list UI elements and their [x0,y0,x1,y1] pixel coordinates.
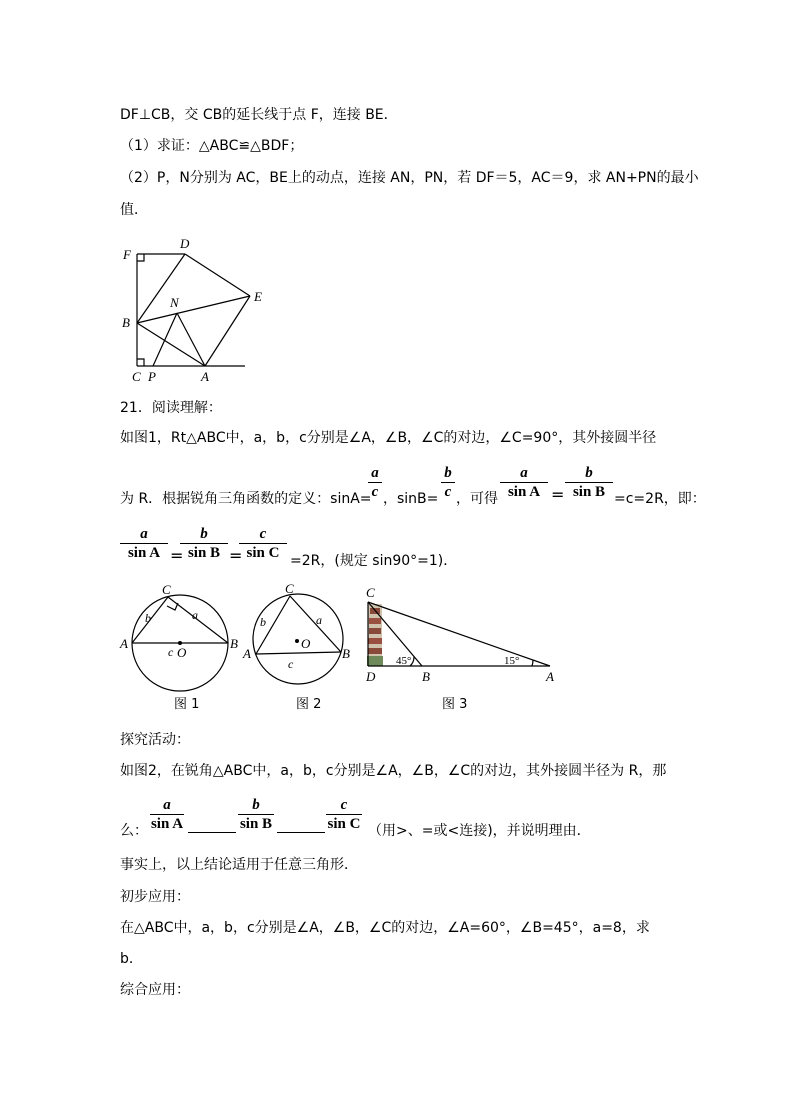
fig3-label-B: B [422,669,430,684]
apply-line-2: b． [120,951,143,967]
equals-sign-3: = [229,546,243,565]
equals-sign-2: = [170,546,184,565]
fig1-label-a: a [192,608,198,622]
problem-21-title: 21．阅读理解： [120,400,222,416]
geometry-figure-top [115,232,275,387]
blank-1[interactable] [188,820,236,833]
figure-2-caption: 图 2 [296,697,322,712]
fig3-label-A: A [546,669,554,684]
explore-line-2-post: （用>、=或<连接)，并说明理由． [368,823,591,839]
blank-2[interactable] [277,820,325,833]
fig3-label-C: C [366,585,375,600]
explore-line-1: 如图2，在锐角△ABC中，a，b，c分别是∠A，∠B，∠C的对边，其外接圆半径为 R，那 [120,763,667,779]
fig2-label-A: A [243,646,251,661]
fig2-label-B: B [342,646,350,661]
fig2-label-a: a [316,613,322,627]
question-2-line-b: 值． [120,202,148,218]
fig3-angle-15: 15° [504,655,520,667]
label-E: E [254,289,262,304]
problem-21-line-2-mid2: ，可得 [456,491,498,507]
label-N: N [170,295,179,310]
fact-line: 事实上，以上结论适用于任意三角形． [120,857,358,873]
fig1-label-O: O [177,645,187,660]
label-C: C [132,369,141,384]
problem-21-line-2-mid1: ，sinB= [383,491,439,507]
fig2-label-c: c [288,657,294,671]
apply-title: 初步应用： [120,889,190,905]
comprehensive-title: 综合应用： [120,982,190,998]
fig2-label-C: C [285,582,294,596]
fig1-label-B: B [230,636,238,651]
figure-1-caption: 图 1 [174,697,200,712]
fraction-b-over-sinB-2: b sin B [180,526,228,561]
fig1-label-b: b [145,611,151,625]
apply-line-1: 在△ABC中，a，b，c分别是∠A，∠B，∠C的对边，∠A=60°，∠B=45°，a=8，求 [120,920,650,936]
explore-fraction-c-over-sinC: c sin C [327,797,361,832]
fig3-angle-45: 45° [396,655,412,667]
problem-21-line-2-pre: 为 R．根据锐角三角函数的定义：sinA= [120,491,372,507]
explore-title: 探究活动： [120,732,190,748]
label-B: B [122,315,130,330]
label-A: A [201,369,209,384]
explore-line-2-pre: 么： [120,823,148,839]
fraction-c-over-sinC: c sin C [239,526,287,561]
figure-3-caption: 图 3 [442,697,468,712]
label-D: D [180,236,190,251]
fraction-a-over-sinA-2: a sin A [120,526,168,561]
question-2-line-a: （2）P，N分别为 AC，BE上的动点，连接 AN，PN，若 DF＝5，AC＝9，求 AN+PN的最小 [120,170,699,186]
problem-21-line-1: 如图1，Rt△ABC中，a，b，c分别是∠A，∠B，∠C的对边，∠C=90°，其外接圆半径 [120,430,657,446]
explore-fraction-b-over-sinB: b sin B [239,797,273,832]
fig2-label-O: O [301,636,311,651]
pagoda-picture [367,604,383,666]
fraction-b-over-c: b c [441,465,455,500]
fig1-label-c: c [168,645,174,659]
figure-3 [362,584,562,689]
fraction-a-over-c: a c [368,465,382,500]
label-P: P [148,369,156,384]
fig3-label-D: D [366,669,376,684]
fraction-a-over-sinA: a sin A [500,465,548,500]
question-1: （1）求证：△ABC≌△BDF； [120,138,304,154]
problem-line-1: DF⊥CB，交 CB的延长线于点 F，连接 BE． [120,107,398,123]
problem-21-line-2-post: =c=2R，即： [614,491,706,507]
label-F: F [123,247,131,262]
fig1-label-C: C [162,582,171,597]
fig1-label-A: A [120,636,128,651]
equals-sign: = [551,485,565,504]
explore-fraction-a-over-sinA: a sin A [150,797,184,832]
fig2-label-b: b [260,615,266,629]
problem-21-line-3-post: =2R，(规定 sin90°=1)． [290,553,458,569]
fraction-b-over-sinB: b sin B [565,465,613,500]
